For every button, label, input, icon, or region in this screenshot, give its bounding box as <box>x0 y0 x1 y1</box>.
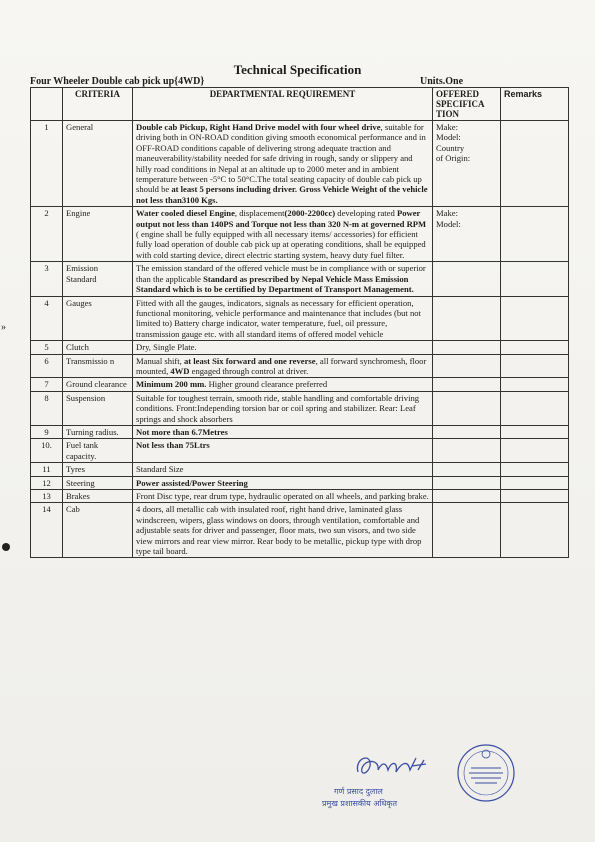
row-number: 12 <box>31 476 63 489</box>
requirement-cell <box>133 262 433 296</box>
row-number: 11 <box>31 463 63 476</box>
criteria-header: CRITERIA <box>63 88 133 121</box>
remarks-cell <box>501 490 569 503</box>
table-row <box>31 490 569 503</box>
offered-specification-cell: Make: Model: <box>433 207 501 262</box>
requirement-text: Higher ground clearance preferred <box>206 379 328 390</box>
criteria-cell: Brakes <box>63 490 133 503</box>
criteria-cell: Tyres <box>63 463 133 476</box>
row-number: 13 <box>31 490 63 503</box>
offered-header: OFFERED SPECIFICA TION <box>433 88 501 121</box>
criteria-cell: Clutch <box>63 341 133 354</box>
requirement-text: Water cooled diesel Engine <box>136 208 235 219</box>
requirement-text: Power assisted/Power Steering <box>136 477 248 488</box>
remarks-cell <box>501 121 569 207</box>
requirement-cell <box>133 391 433 425</box>
criteria-cell: Steering <box>63 476 133 489</box>
criteria-cell: Cab <box>63 503 133 558</box>
requirement-text: (2000-2200cc) <box>284 208 336 219</box>
offered-specification-cell <box>433 354 501 378</box>
requirement-cell <box>133 503 433 558</box>
requirement-text: at least Six forward and one reverse <box>183 355 316 366</box>
table-body <box>31 121 569 558</box>
table-row <box>31 296 569 341</box>
requirement-cell <box>133 354 433 378</box>
row-number: 3 <box>31 262 63 296</box>
table-row <box>31 463 569 476</box>
offered-specification-cell <box>433 378 501 391</box>
criteria-cell: General <box>63 121 133 207</box>
remarks-cell <box>501 341 569 354</box>
requirement-text: at least 5 persons including driver. <box>171 184 298 195</box>
row-number: 4 <box>31 296 63 341</box>
row-number: 1 <box>31 121 63 207</box>
requirement-text: ( engine shall be fully equipped with all necessary items/ accessories) for efficient fully load operation of double cab pick up at operating conditions, shall be equipped with cold starting device, direct electric starting system, heavy duty fuel filter. <box>136 229 426 260</box>
criteria-cell: Transmissio n <box>63 354 133 378</box>
criteria-cell: Suspension <box>63 391 133 425</box>
requirement-text: Standard Size <box>136 464 184 475</box>
table-row <box>31 503 569 558</box>
row-number: 7 <box>31 378 63 391</box>
requirement-text: Standard as prescribed by Nepal Vehicle Mass Emission Standard which is to be certified by Department of Transport Management. <box>136 273 414 295</box>
requirement-cell <box>133 341 433 354</box>
remarks-cell <box>501 391 569 425</box>
offered-specification-cell: Make: Model: Country of Origin: <box>433 121 501 207</box>
requirement-text: engaged through control at driver. <box>189 365 309 376</box>
requirement-text: , displacement <box>234 208 285 219</box>
requirement-header: DEPARTMENTAL REQUIREMENT <box>133 88 433 121</box>
offered-specification-cell <box>433 296 501 341</box>
official-stamp <box>455 742 517 804</box>
requirement-text: Fitted with all the gauges, indicators, signals as necessary for efficient operation, functional monitoring, vehicle performance and maintenance that includes (but not limited to) Battery charge indicator, water temperature, fuel, oil pressure, transmission gauge etc. with all standard items of offered model vehicle <box>136 297 421 339</box>
requirement-text: Minimum 200 mm. <box>136 379 207 390</box>
signatory-name: गर्ण प्रसाद दुलाल <box>334 787 383 796</box>
requirement-text: The emission standard of the offered vehicle must be in compliance with or superior than the applicable <box>136 263 426 284</box>
units-label: Units.One <box>420 76 464 87</box>
signatory-designation: प्रमुख प्रशासकीय अधिकृत <box>322 799 398 808</box>
row-number: 14 <box>31 503 63 558</box>
remarks-cell <box>501 463 569 476</box>
criteria-cell: Turning radius. <box>63 425 133 438</box>
requirement-text: , suitable for driving both in ON-ROAD condition giving smooth economical performance and in OFF-ROAD conditions capable of delivering strong adequate traction and maneuverability/stability needed for safe driving in rough, sandy or slippery and hilly road conditions in Nepal at an altitude up to 2000 meter and in ambient temperature between -5°C to 50°C.The total seating capacity of double cab pick up should be <box>136 122 426 195</box>
requirement-cell <box>133 439 433 463</box>
row-number: 6 <box>31 354 63 378</box>
requirement-text: Gross Vehicle Weight of the vehicle not less than3100 Kgs. <box>136 184 428 205</box>
requirement-text: Not more than 6.7Metres <box>136 426 228 437</box>
requirement-text: Double cab Pickup, Right Hand Drive model with four wheel drive <box>136 122 381 132</box>
row-number: 8 <box>31 391 63 425</box>
offered-specification-cell <box>433 262 501 296</box>
remarks-cell <box>501 207 569 262</box>
requirement-cell <box>133 425 433 438</box>
requirement-cell <box>133 296 433 341</box>
table-row <box>31 391 569 425</box>
row-number: 5 <box>31 341 63 354</box>
requirement-cell <box>133 490 433 503</box>
requirement-cell <box>133 378 433 391</box>
table-row <box>31 207 569 262</box>
remarks-cell <box>501 354 569 378</box>
requirement-text: Suitable for toughest terrain, smooth ride, stable handling and comfortable driving conditions. Front:Independing torsion bar or coil spring and stabilizer. Rear: Leaf springs and shock absorbers <box>136 392 420 424</box>
requirement-text: 4WD <box>170 365 190 376</box>
row-number: 2 <box>31 207 63 262</box>
requirement-text: developing rated <box>335 208 397 219</box>
row-number: 10. <box>31 439 63 463</box>
criteria-cell: Engine <box>63 207 133 262</box>
sn-header <box>31 88 63 121</box>
offered-specification-cell <box>433 391 501 425</box>
remarks-cell <box>501 378 569 391</box>
requirement-cell <box>133 463 433 476</box>
offered-specification-cell <box>433 476 501 489</box>
remarks-cell <box>501 425 569 438</box>
table-row <box>31 425 569 438</box>
offered-specification-cell <box>433 463 501 476</box>
requirement-text: Not less than 75Ltrs <box>136 440 210 451</box>
remarks-cell <box>501 296 569 341</box>
document-subtitle: Four Wheeler Double cab pick up{4WD} <box>30 76 205 87</box>
table-row <box>31 378 569 391</box>
offered-specification-cell <box>433 341 501 354</box>
remarks-cell <box>501 503 569 558</box>
table-row <box>31 439 569 463</box>
margin-mark: » <box>1 322 6 333</box>
remarks-cell <box>501 262 569 296</box>
punch-hole <box>2 543 10 551</box>
criteria-cell: Ground clearance <box>63 378 133 391</box>
offered-specification-cell <box>433 503 501 558</box>
signature-scribble <box>352 748 432 782</box>
offered-specification-cell <box>433 425 501 438</box>
offered-specification-cell <box>433 439 501 463</box>
offered-specification-cell <box>433 490 501 503</box>
specification-table <box>30 87 569 558</box>
requirement-cell <box>133 476 433 489</box>
requirement-text: , all forward synchromesh, floor mounted, <box>136 355 427 376</box>
table-header-row <box>31 88 569 121</box>
requirement-text: 4 doors, all metallic cab with insulated roof, right hand drive, laminated glass windscreen, wipers, glass windows on doors, through ventilation, comfortable and adjustable seats for driver and passenger, floor mats, two sun visors, and two side view mirrors and rear view mirror. Rear body to be metallic, pickup type with drop type tail board. <box>136 504 422 557</box>
table-row <box>31 476 569 489</box>
criteria-cell: Fuel tank capacity. <box>63 439 133 463</box>
requirement-cell <box>133 207 433 262</box>
table-row <box>31 354 569 378</box>
requirement-text: Power output not less than 140PS and Torque not less than 320 N-m at governed RPM <box>136 208 427 229</box>
document-title: Technical Specification <box>233 62 362 77</box>
requirement-text: Dry, Single Plate. <box>136 342 197 353</box>
criteria-cell: Gauges <box>63 296 133 341</box>
remarks-cell <box>501 476 569 489</box>
row-number: 9 <box>31 425 63 438</box>
requirement-text: Manual shift, <box>136 355 184 366</box>
remarks-header: Remarks <box>501 88 569 121</box>
table-row <box>31 341 569 354</box>
requirement-cell <box>133 121 433 207</box>
table-row <box>31 121 569 207</box>
table-row <box>31 262 569 296</box>
requirement-text: Front Disc type, rear drum type, hydraulic operated on all wheels, and parking brake. <box>136 491 429 501</box>
remarks-cell <box>501 439 569 463</box>
criteria-cell: Emission Standard <box>63 262 133 296</box>
